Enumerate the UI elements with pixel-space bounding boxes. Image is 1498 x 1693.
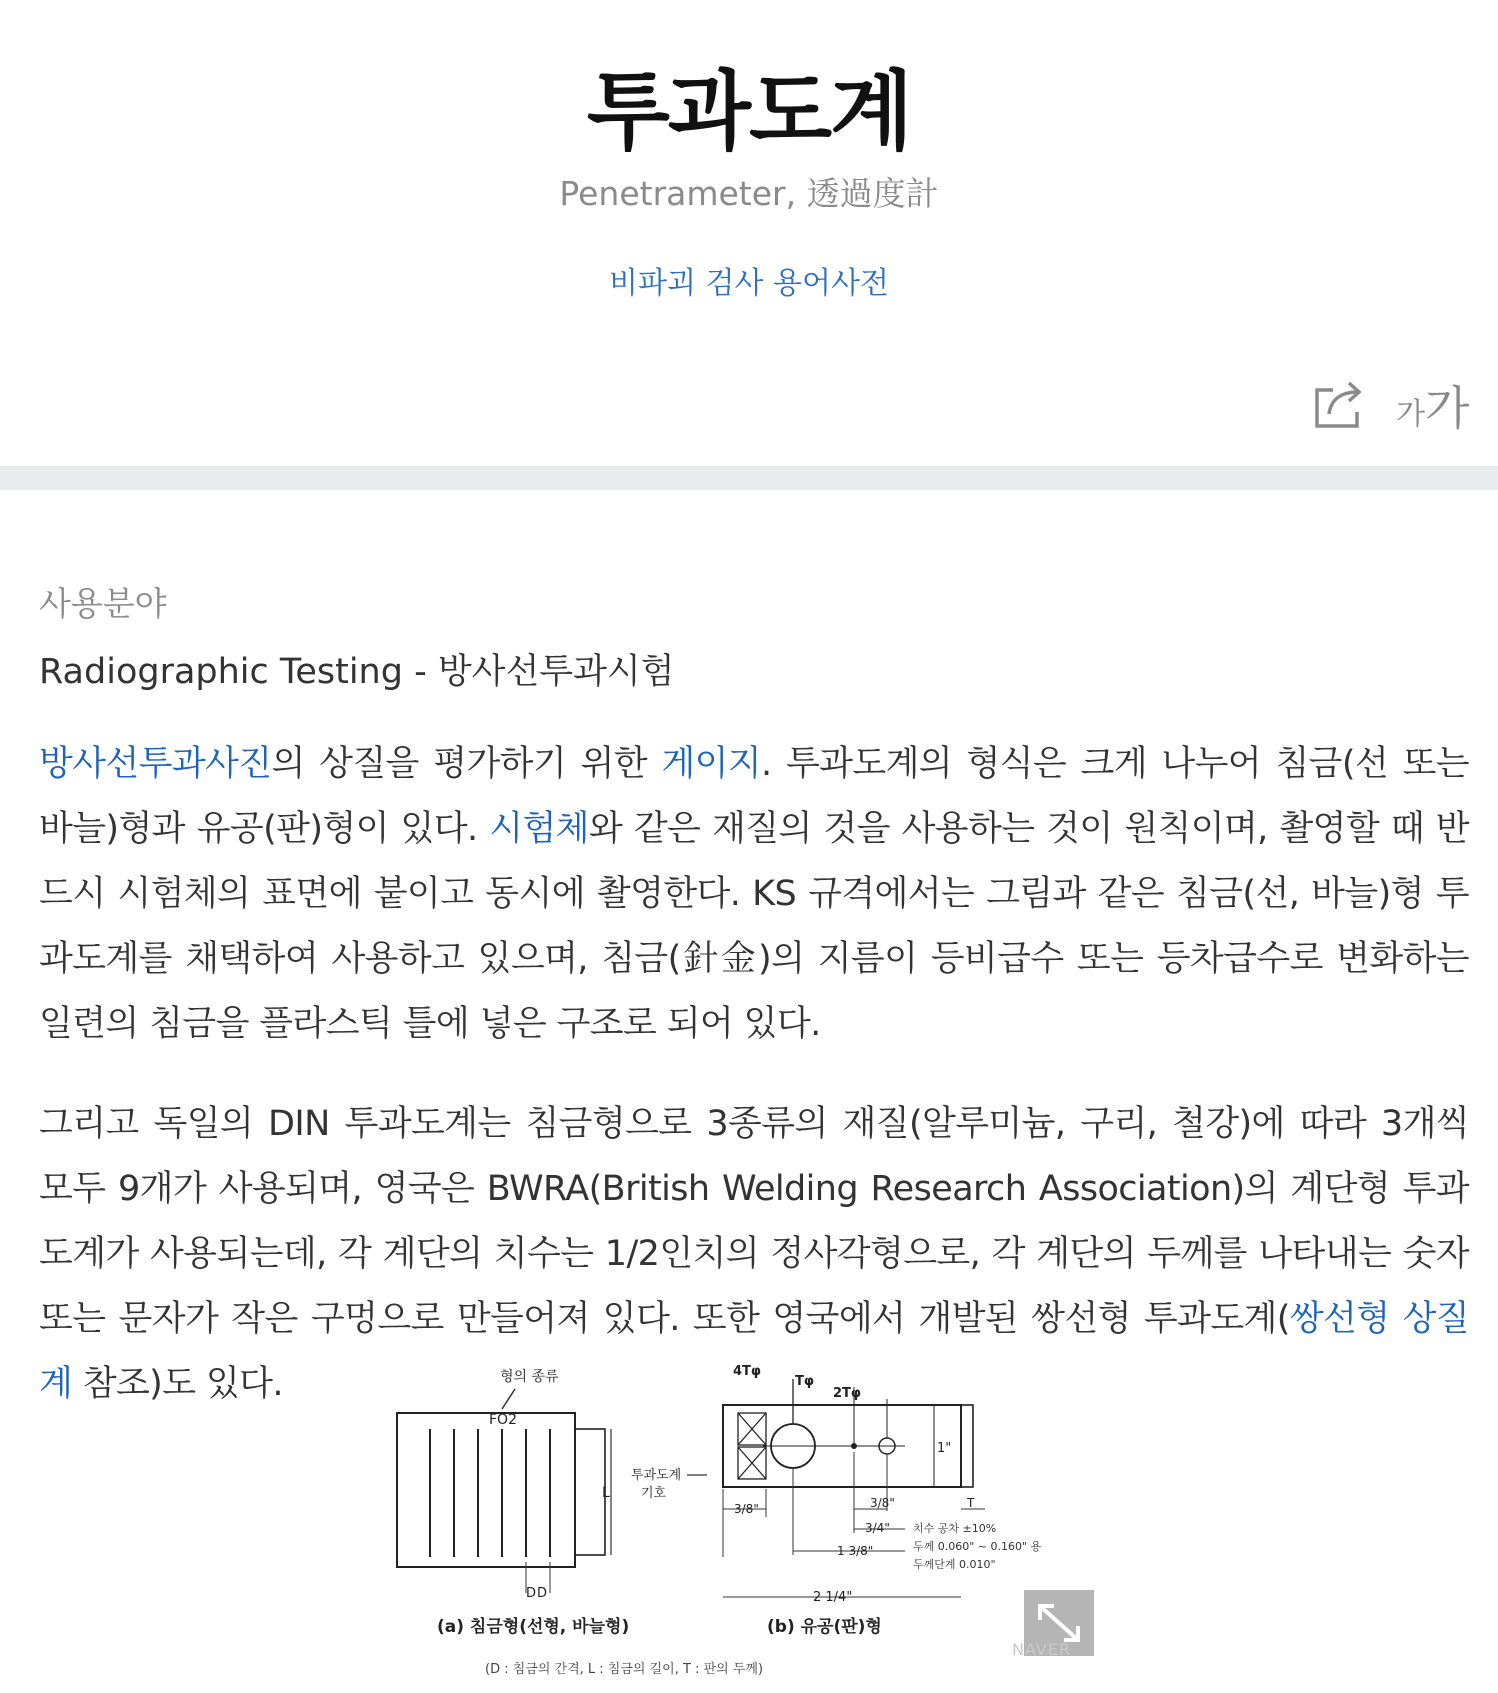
label-fo2: FO2	[489, 1412, 517, 1428]
dim-138: 1 3/8"	[837, 1544, 874, 1558]
label-symbol-1: 투과도계	[631, 1468, 682, 1483]
dim-38-left: 3/8"	[734, 1502, 759, 1516]
page-title: 투과도계	[586, 62, 912, 162]
naver-watermark: NAVER	[1012, 1640, 1072, 1659]
dim-214: 2 1/4"	[813, 1590, 853, 1605]
spec-2: 두께 0.060" ~ 0.160" 용	[913, 1540, 1042, 1553]
field-label: 사용분야	[39, 584, 167, 623]
font-size-button[interactable]	[1396, 372, 1469, 438]
spec-3: 두께단계 0.010"	[913, 1558, 996, 1571]
share-icon	[1313, 378, 1369, 430]
share-button[interactable]	[1313, 378, 1369, 430]
font-size-small-label: 가	[1396, 398, 1425, 431]
label-1in: 1"	[937, 1441, 952, 1456]
label-t: Tφ	[795, 1374, 815, 1389]
label-4t: 4Tφ	[733, 1364, 762, 1379]
spec-1: 치수 공차 ±10%	[913, 1522, 997, 1535]
link-gauge[interactable]: 게이지	[661, 744, 761, 784]
link-test-object[interactable]: 시험체	[489, 809, 589, 849]
caption-a: (a) 침금형(선형, 바늘형)	[437, 1617, 630, 1637]
footnote: (D : 침금의 간격, L : 침금의 길이, T : 판의 두께)	[485, 1662, 764, 1677]
font-size-large-label: 가	[1424, 382, 1470, 434]
caption-b: (b) 유공(판)형	[767, 1617, 882, 1637]
dim-34: 3/4"	[865, 1521, 890, 1535]
link-radiograph[interactable]: 방사선투과사진	[39, 744, 272, 784]
label-symbol-2: 기호	[641, 1486, 667, 1501]
paragraph-1-text-1: 의 상질을 평가하기 위한	[271, 744, 662, 784]
label-D: D	[526, 1586, 537, 1601]
paragraph-1	[39, 732, 1469, 1057]
label-D2: D	[537, 1586, 548, 1601]
link-duplex-wire-iqi[interactable]: 쌍선형 상질계	[39, 1299, 1469, 1404]
page-subtitle: Penetrameter, 透過度計	[559, 174, 939, 213]
dim-t: T	[967, 1496, 975, 1510]
label-L: L	[602, 1485, 610, 1501]
dictionary-link[interactable]: 비파괴 검사 용어사전	[609, 266, 889, 301]
label-kind: 형의 종류	[500, 1369, 559, 1385]
paragraph-2-text-1: 그리고 독일의 DIN 투과도계는 침금형으로 3종류의 재질(알루미늄, 구리, 철강)에 따라 3개씩 모두 9개가 사용되며, 영국은 BWRA(British Welding Research Association)의 계단형 투과도계가 사용되는데, 각 계단의 치수는 1/2인치의 정사각형으로, 각 계단의 두께를 나타내는 숫자 또는 문자가 작은 구멍으로 만들어져 있다. 또한 영국에서 개발된 쌍선형 투과도계(	[39, 1104, 1469, 1339]
paragraph-2-text-2: 참조)도 있다.	[72, 1364, 283, 1404]
paragraph-1-text-3: 와 같은 재질의 것을 사용하는 것이 원칙이며, 촬영할 때 반드시 시험체의 표면에 붙이고 동시에 촬영한다. KS 규격에서는 그림과 같은 침금(선, 바늘)형 투과도계를 채택하여 사용하고 있으며, 침금(針金)의 지름이 등비급수 또는 등차급수로 변화하는 일련의 침금을 플라스틱 틀에 넣은 구조로 되어 있다.	[39, 809, 1469, 1044]
field-value: Radiographic Testing - 방사선투과시험	[39, 652, 675, 692]
label-2t: 2Tφ	[833, 1386, 862, 1401]
paragraph-1-text-2: . 투과도계의 형식은 크게 나누어 침금(선 또는 바늘)형과 유공(판)형이 있다.	[39, 744, 1470, 849]
dim-38-right: 3/8"	[870, 1496, 895, 1510]
section-divider	[0, 466, 1498, 490]
